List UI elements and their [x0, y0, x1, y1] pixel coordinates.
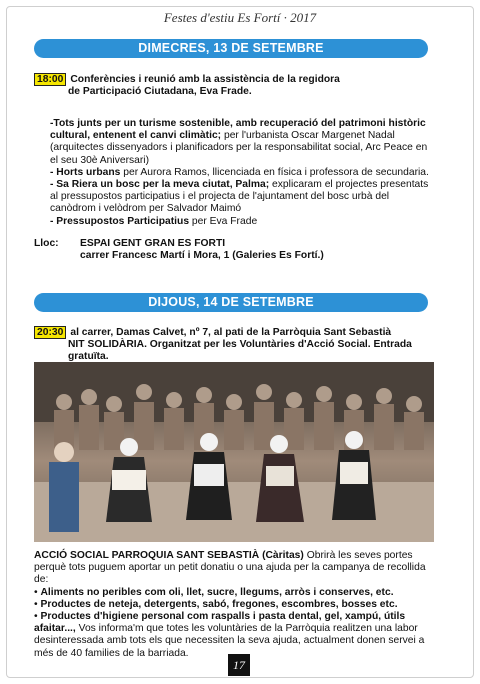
- day1-item-text: explicaram el projectes presentats al pressupostos participatius i el projecta de l'ajuntament del bosc urbà del canòdrom i velòdrom per Salvador Maimó: [50, 179, 429, 215]
- day1-item-text: per Aurora Ramos, llicenciada en física i professora de secundaria.: [120, 166, 429, 178]
- page-number: 17: [228, 654, 250, 676]
- day1-item-bold: -Tots junts per un turisme sostenible, amb recuperació del patrimoni històric cultural, entenent el canvi climàtic;: [50, 118, 426, 142]
- day2-time: 20:30: [34, 326, 66, 339]
- day1-intro: [34, 73, 434, 98]
- caritas-intro: [34, 550, 434, 587]
- caritas-bullet: • Aliments no peribles com oli, llet, sucre, llegums, arròs i conserves, etc.: [34, 586, 394, 598]
- lloc-line2: carrer Francesc Martí i Mora, 1 (Galeries Es Fortí.): [80, 250, 324, 262]
- day1-time: 18:00: [34, 73, 66, 86]
- day1-intro-line1: Conferències i reunió amb la assistència de la regidora: [70, 74, 340, 85]
- day2-banner: DIJOUS, 14 DE SETEMBRE: [34, 293, 428, 312]
- day1-items: [50, 118, 430, 228]
- lloc-line1: ESPAI GENT GRAN ES FORTI: [80, 238, 226, 249]
- caritas-bullet-text: Vos informa'm que totes les voluntàries de la Parròquia realitzen una labor desinteressada amb tots els que necessiten la seva ajuda, actualment donen servei a més de 40 families de la barriada.: [34, 623, 425, 659]
- day1-item-bold: - Pressupostos Participatius: [50, 215, 190, 227]
- page-header: Festes d'estiu Es Fortí · 2017: [163, 10, 317, 25]
- dance-photo-illustration: [34, 362, 434, 542]
- caritas-bullet-bold: Productes de neteja, detergents, sabó, fregones, escombres, bosses etc.: [40, 598, 398, 610]
- day1-item: [50, 179, 430, 216]
- day1-item-text: per Eva Frade: [189, 215, 258, 227]
- event-photo: [34, 362, 434, 542]
- day1-item: [50, 167, 430, 179]
- day1-item-text: per l'urbanista Oscar Margenet Nadal (arquitectes dissenyadors i planificadors per la responsabilitat social, Arc Peace en el seu 30è Aniversari): [50, 130, 428, 166]
- lloc-label: Lloc:: [34, 238, 59, 249]
- day1-item: [50, 118, 430, 167]
- day1-item: [50, 216, 430, 228]
- caritas-title: ACCIÓ SOCIAL PARROQUIA SANT SEBASTIÀ (Càritas): [34, 550, 304, 561]
- caritas-bullet: • Productes d'higiene personal com raspalls i pasta dental, gel, xampú, útils afaitar..., Vos informa'm que totes les voluntàries de la Parròquia realitzen una labor desinteressada amb tots els que necessiten la seva ajuda, actualment donen servei a més de 40 families de la barriada.: [34, 611, 425, 659]
- caritas-bullet: • Productes de neteja, detergents, sabó, fregones, escombres, bosses etc.: [34, 598, 398, 610]
- day1-intro-line2: de Participació Ciutadana, Eva Frade.: [68, 86, 252, 98]
- caritas-section: [34, 550, 434, 660]
- caritas-intro-text: Obrirà les seves portes perquè tots puguem aportar un petit donatiu o una ajuda per la campanya de recollida de:: [34, 550, 426, 586]
- day2-line2: NIT SOLIDÀRIA. Organitzat per les Voluntàries d'Acció Social. Entrada gratuïta.: [68, 339, 412, 363]
- day1-item-bold: - Sa Riera un bosc per la meva ciutat, Palma;: [50, 179, 270, 191]
- day1-banner: DIMECRES, 13 DE SETEMBRE: [34, 39, 428, 58]
- caritas-bullet-bold: Productes d'higiene personal com raspalls i pasta dental, gel, xampú, útils afaitar...,: [34, 611, 406, 635]
- caritas-bullet-bold: Aliments no peribles com oli, llet, sucre, llegums, arròs i conserves, etc.: [40, 586, 394, 598]
- day1-location: [34, 238, 434, 262]
- day1-item-bold: - Horts urbans: [50, 166, 121, 178]
- day2-line1: al carrer, Damas Calvet, nº 7, al pati de la Parròquia Sant Sebastià: [70, 327, 392, 338]
